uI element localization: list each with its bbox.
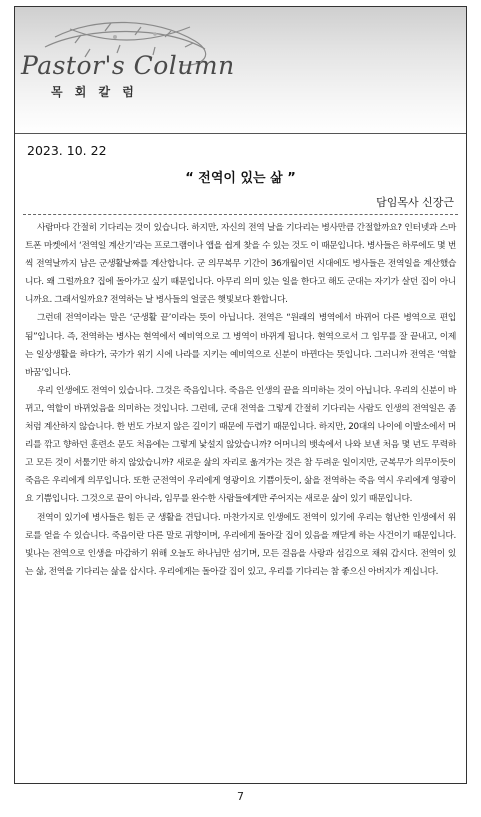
author-line: 담임목사 신장근: [376, 196, 454, 209]
column-subtitle: 목 회 칼 럼: [51, 85, 138, 99]
column-date: 2023. 10. 22: [27, 143, 107, 158]
body-paragraph: 그런데 전역이라는 말은 ‘군생활 끝’이라는 뜻이 아닙니다. 전역은 “원래의 병역에서 바뀌어 다른 병역으로 편입됨”입니다. 즉, 전역하는 병사는 현역에서 예비역으로 그 병역이 바뀌게 됩니다. 현역으로서 그 임무를 잘 끝내고, 이제는 일상생활을 하다가, 국가가 위기 시에 나라를 지키는 예비역으로 신분이 바뀐다는 뜻입니다. 그러니까 전역은 ‘역할 바꿈’입니다.: [25, 313, 456, 378]
sermon-title: “ 전역이 있는 삶 ”: [185, 171, 296, 186]
page-number: 7: [237, 790, 244, 803]
body-paragraph: 전역이 있기에 병사들은 힘든 군 생활을 견딥니다. 마찬가지로 인생에도 전역이 있기에 우리는 험난한 인생에서 위로를 얻을 수 있습니다. 죽음이란 다른 말로 귀향이며, 우리에게 돌아갈 집이 있음을 깨닫게 하는 사건이기 때문입니다. 빛나는 전역으로 인생을 마감하기 위해 오늘도 하나님만 섬기며, 모든 걸음을 사랑과 섬김으로 채워 갑시다. 전역이 있는 삶, 전역을 기다리는 삶을 삽시다. 우리에게는 돌아갈 집이 있고, 우리를 기다리는 참 좋으신 아버지가 계십니다.: [25, 512, 456, 577]
column-title: Pastor's Column: [21, 51, 235, 80]
masthead: [15, 7, 466, 134]
column-body: [25, 219, 456, 581]
body-paragraph: 사람마다 간절히 기다리는 것이 있습니다. 하지만, 자신의 전역 날을 기다리는 병사만큼 간절할까요? 인터넷과 스마트폰 마켓에서 ‘전역일 계산기’라는 프로그램이나 앱을 쉽게 찾을 수 있는 것도 이 때문입니다. 병사들은 하루에도 몇 번씩 전역날까지 남은 군생활날짜를 계산합니다. 군 의무복무 기간이 36개월이던 시대에도 병사들은 전역일을 계산했습니다. 왜 그럴까요? 집에 돌아가고 싶기 때문입니다. 아무리 의미 있는 일을 한다고 해도 군대는 자기가 살던 집이 아니니까요. 그래서일까요? 전역하는 날 병사들의 얼굴은 햇빛보다 환합니다.: [25, 223, 456, 306]
dotted-divider: [23, 214, 458, 215]
body-paragraph: 우리 인생에도 전역이 있습니다. 그것은 죽음입니다. 죽음은 인생의 끝을 의미하는 것이 아닙니다. 우리의 신분이 바뀌고, 역할이 바뀌었음을 의미하는 것입니다. 그런데, 군대 전역을 그렇게 간절히 기다리는 사람도 인생의 전역일은 좀처럼 계산하지 않습니다. 한 번도 가보지 않은 길이기 때문에 두렵기 때문입니다. 하지만, 20대의 나이에 이발소에서 머리를 깎고 향하던 훈련소 문도 처음에는 그렇게 낯설지 않았습니까? 어머니의 뱃속에서 나와 보낸 처음 몇 년도 무력하고 모든 것이 서툴기만 하지 않았습니까? 새로운 삶의 자리로 옮겨가는 것은 참 두려운 일이지만, 군복무가 의무이듯이 죽음은 우리에게 의무입니다. 또한 군전역이 우리에게 영광이요 기쁨이듯이, 삶을 전역하는 죽음 역시 우리에게 영광이요 기쁨입니다. 그것으로 끝이 아니라, 임무를 완수한 사람들에게만 주어지는 새로운 삶이 있기 때문입니다.: [25, 385, 456, 505]
column-frame: [14, 6, 467, 784]
